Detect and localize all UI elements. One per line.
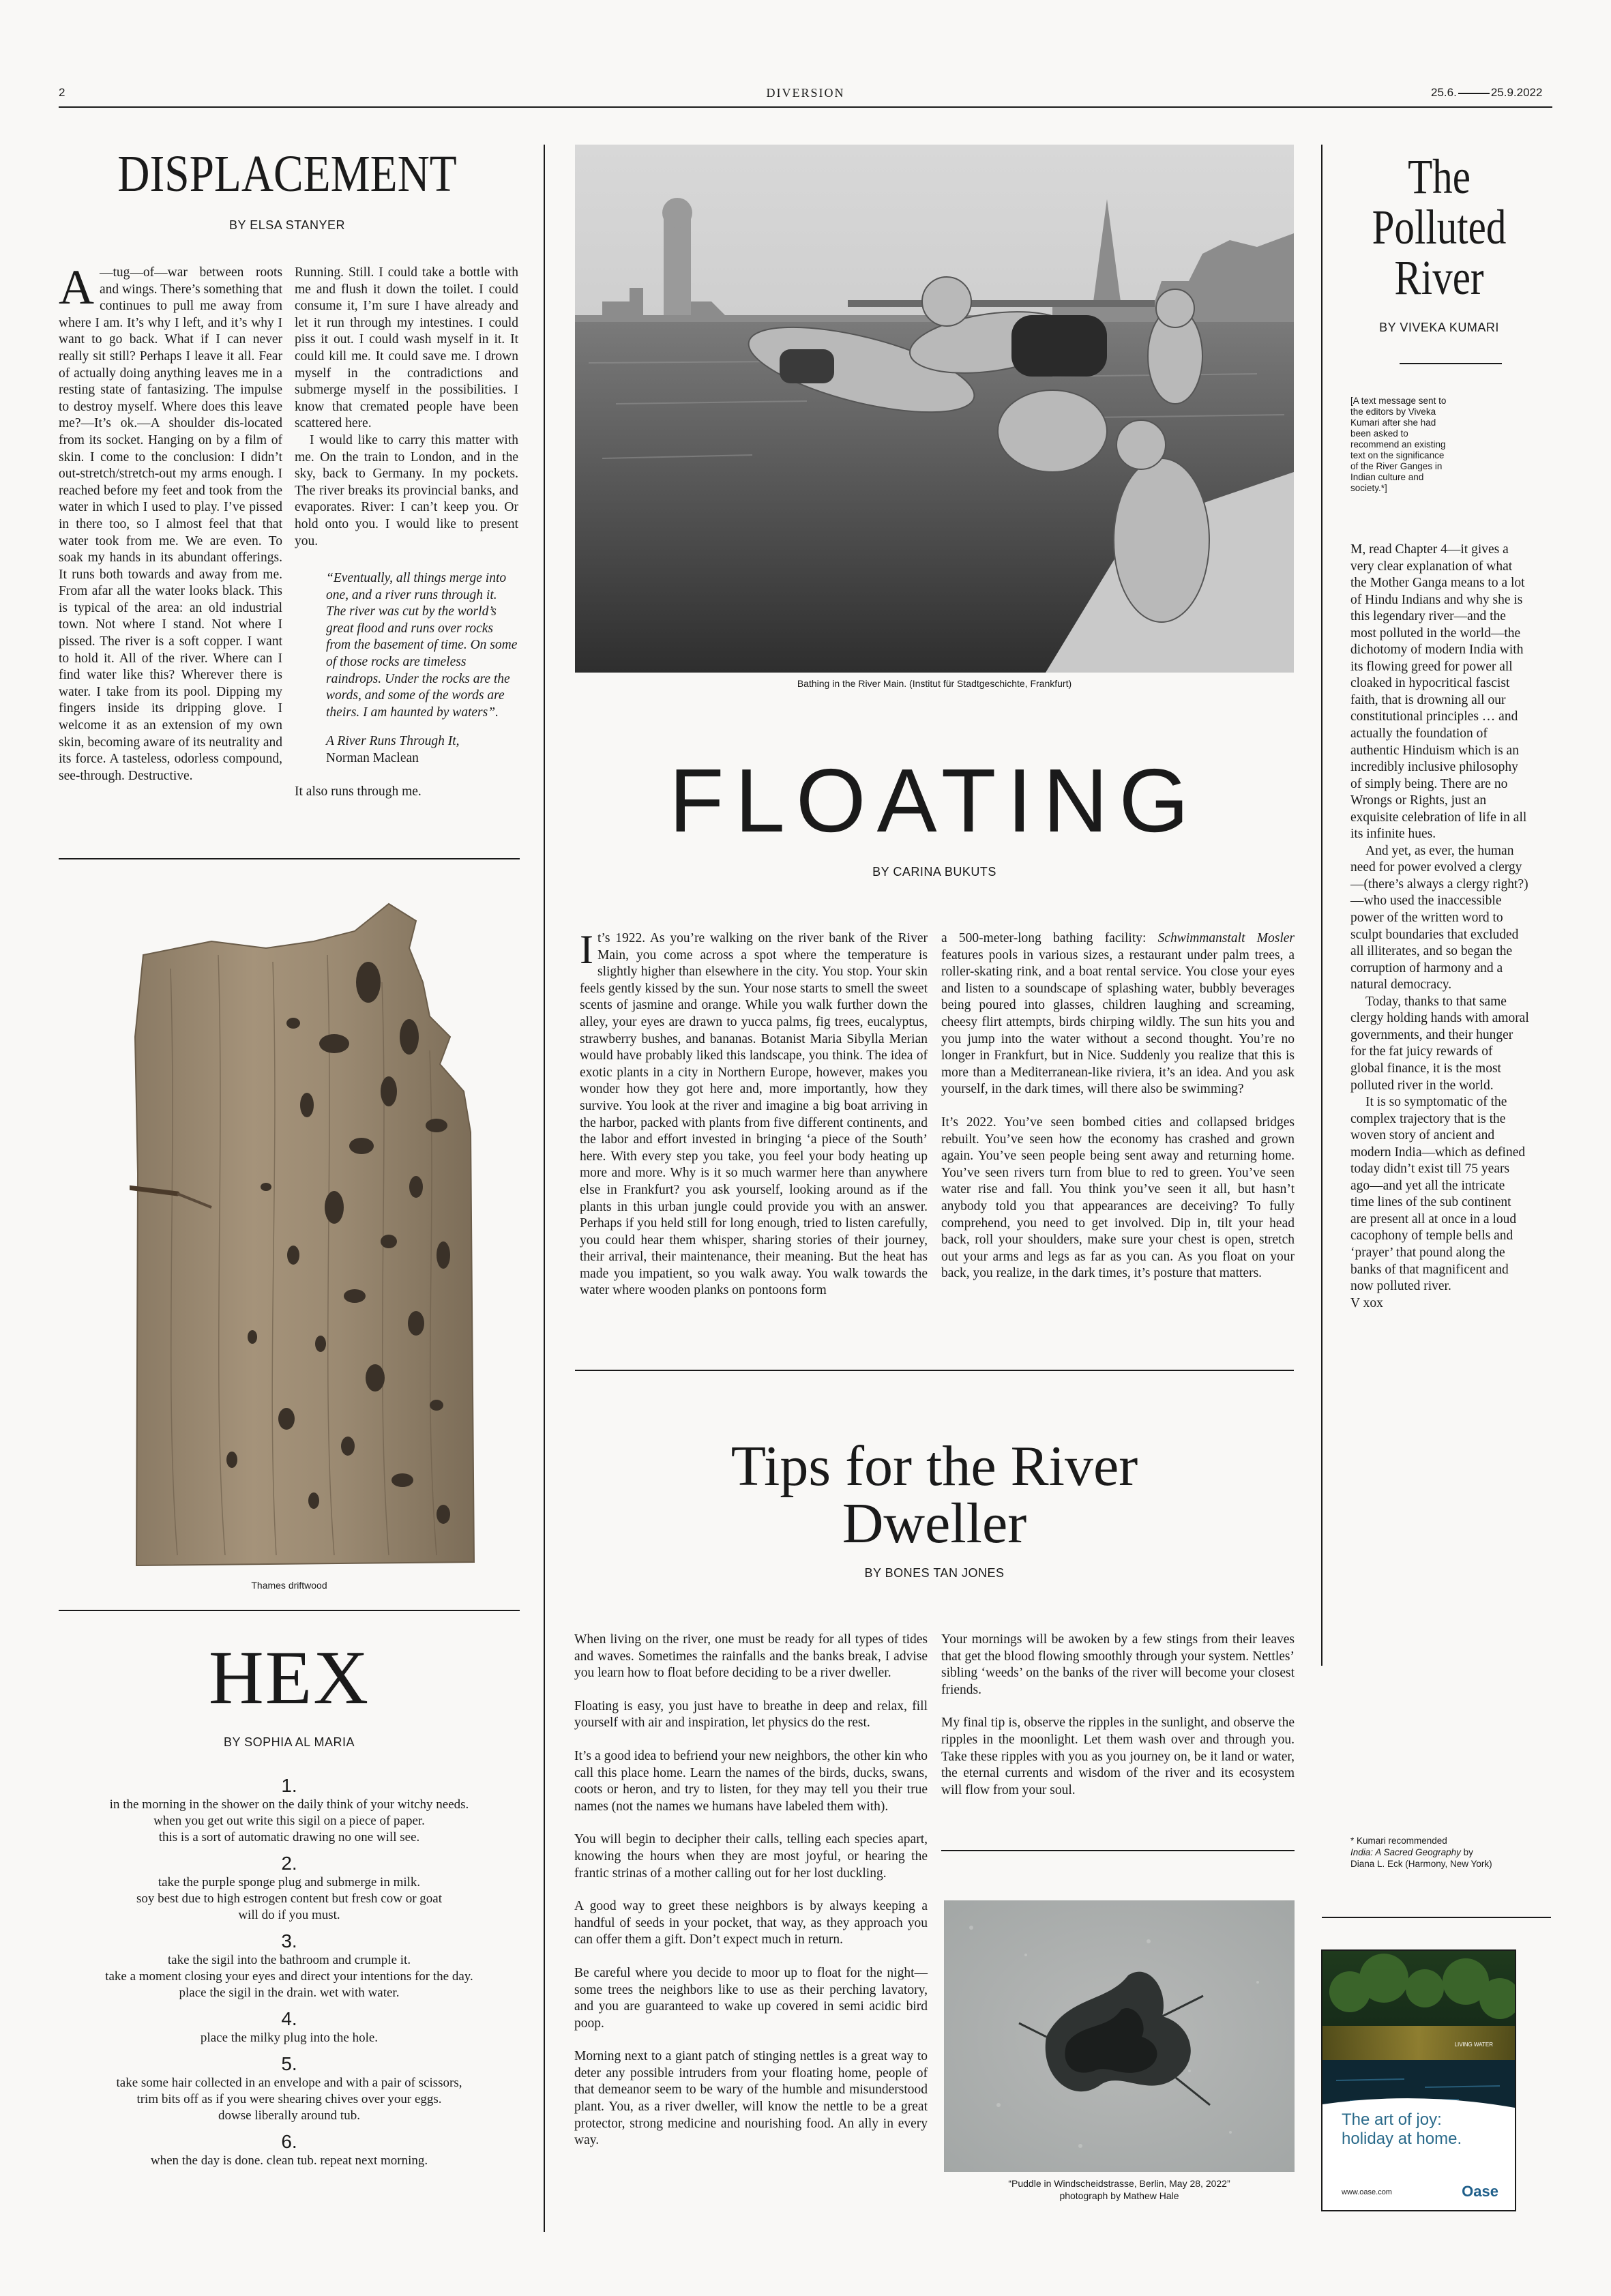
dropcap: I: [580, 927, 593, 972]
polluted-title: [1355, 151, 1523, 303]
bathing-caption: Bathing in the River Main. (Institut für Stadtgeschichte, Frankfurt): [797, 678, 1072, 689]
displacement-text-2: Running. Still. I could take a bottle with me and flush it down the toilet. I could consume it, I’m sure I have already and let it run through my intestines. I could piss it out. I could wash myself in it. It could kill me. It could save me. I drown myself in the contradictions and submerge myself in the possibilities. I know that cremated people have been scattered here.: [295, 265, 518, 431]
issue-date: [1431, 86, 1542, 100]
hex-step-line: dowse liberally around tub.: [218, 2108, 360, 2123]
puddle-caption: [944, 2177, 1295, 2202]
hex-step-line: take some hair collected in an envelope and with a pair of scissors,: [116, 2076, 462, 2090]
tips-title-line-1: Tips for the River: [730, 1434, 1138, 1498]
footnote-text: * Kumari recommended: [1350, 1836, 1447, 1846]
hex-step: [59, 2131, 520, 2169]
column-rule-left: [544, 145, 545, 2232]
polluted-footnote: [1350, 1835, 1528, 1870]
hex-step-line: place the milky plug into the hole.: [200, 2031, 379, 2045]
floating-text-2-em: Schwimmanstalt Mosler: [1157, 931, 1295, 945]
tips-para: Morning next to a giant patch of stinging nettles is a great way to deter any possible intruders from your floating home, people of that demeanor seem to be wary of the humble and misunderstood plant. You, as a river dweller, will know the nettle to be a great protector, strong medicine and nourishing food. An ally in every way.: [574, 2049, 928, 2148]
floating-text-1: t’s 1922. As you’re walking on the river bank of the River Main, you come across a spot where the temperature is slightly higher than elsewhere in the city. You stop. Your skin feels gently kissed by the sun. Your nose starts to smell the sweet scents of jasmine and orange. While you walk further down the alley, your eyes are drawn to yucca palms, fig trees, eucalyptus, strawberry bushes, and bananas. Botanist Maria Sibylla Merian would have probably liked this landscape, you think. The idea of exotic plants in a city in Northern Europe, however, makes you wonder how they got here and, more importantly, how they survive. You look at the river and imagine a big boat arriving in the harbor, packed with plants from five different continents, and the labor and effort invested in bringing ‘a piece of the South’ here. With every step you take, you feel your body heating up more and more. Why is it so much warmer here than anywhere else in Frankfurt? you ask yourself, looking around as if the plants in this urban jungle could provide you with an answer. Perhaps if you held still for long enough, tried to listen carefully, you could hear them whisper, sharing stories of their journey, their arrival, their maintenance, their meaning. But the heat has made you impatient, so you walk away. You walk towards the water where wooden planks on pontoons form: [580, 931, 928, 1298]
polluted-para: M, read Chapter 4—it gives a very clear explanation of what the Mother Ganga means to a lot of Hindu Indians and why she is this legendary river—and the most polluted in the world—the dichotomy of modern India with its flowing greed for power all cloaked in hypocritical fascist faith, that is drowning all our constitutional principles … and actually the foundation of authentic Hinduism which is an incredibly inclusive philosophy of simply being. There are no Wrongs or Rights, just an exquisite celebration of life in all its infinite hues.: [1350, 542, 1527, 842]
hex-step-line: this is a sort of automatic drawing no one will see.: [158, 1830, 420, 1844]
footnote-author: Diana L. Eck (Harmony, New York): [1350, 1859, 1492, 1869]
puddle-caption-line-2: photograph by Mathew Hale: [1059, 2190, 1179, 2201]
polluted-title-line-2: Polluted: [1372, 200, 1507, 254]
hex-step-line: take the sigil into the bathroom and crumple it.: [167, 1953, 411, 1967]
floating-text-2-post: features pools in various sizes, a restaurant under palm trees, a roller-skating rink, and a boat rental service. You close your eyes and listen to a soundscape of splashing water, bubbly beverages being poured into glasses, children laughing and screaming, cheesy flirt attempts, birds chirping wildly. The sun hits you and you jump into the water without a second thought. You’re no longer in Frankfurt, but in Nice. Suddenly you realize that this is more than a Mediterranean-like riviera, it’s an idea. And you ask yourself, in the dark times, will there also be swimming?: [941, 947, 1295, 1097]
hex-byline: BY SOPHIA AL MARIA: [223, 1735, 355, 1749]
floating-text-2-pre: a 500-meter-long bathing facility:: [941, 931, 1158, 945]
column-rule-right: [1321, 145, 1322, 1666]
quote-author: Norman Maclean: [326, 751, 419, 766]
polluted-para: And yet, as ever, the human need for power evolved a clergy—(there’s always a clergy right?)—who used the inaccessible power of the written word to sculpt boundaries that excluded all illiterates, and so began the corruption of harmony and a natural democracy.: [1350, 843, 1528, 992]
hex-step-number: 2.: [281, 1853, 297, 1874]
displacement-col2: [295, 265, 518, 800]
tips-col2: [941, 1632, 1295, 1815]
hex-step: [59, 1855, 520, 1924]
hex-step: [59, 1775, 520, 1846]
displacement-text-1: —tug—of—war between roots and wings. There’s something that continues to pull me away from where I am. It’s why I left, and it’s why I want to go back. What if I can never really sit still? Perhaps I leave it all. Fear of actually doing anything leaves me in a resting state of fantasizing. The impulse to destroy myself. Where does this leave me?—It’s ok.—A shoulder dis-located from its socket. Hanging on by a film of skin. I come to the conclusion: I didn’t out-stretch/stretch-out my arms enough. I reached before my feet and took from the water in which I used to play. I’ve pissed in there too, so I almost feel that that water took from me. We are even. To soak my hands in its abundant offerings. It runs both towards and away from me. From afar all the water looks black. This is typical of the area: an old industrial town. Not where I stand. Not where I pissed. The river is a soft copper. I want to hold it. All of the river. Where can I find water like this? Wherever there is water. I take from its pool. Dipping my fingers inside its dripping glove. I welcome it as an extension of my own skin, becoming aware of its neutrality and its force. A tasteless, odorless compound, see-through. Destructive.: [59, 265, 282, 783]
polluted-para: It is so symptomatic of the complex trajectory that is the woven story of ancient and modern India—which as defined today didn’t exist till 75 years ago—and yet all the intricate time lines of the sub continent are present all at once in a loud cacophony of temple bells and ‘prayer’ that pound along the banks of that magnificent and now polluted river.: [1350, 1095, 1526, 1294]
ad-url[interactable]: www.oase.com: [1342, 2188, 1392, 2196]
floating-text-2: [941, 930, 1295, 1098]
polluted-byline: BY VIVEKA KUMARI: [1379, 321, 1499, 334]
ad-line-1: The art of joy:: [1342, 2110, 1442, 2129]
dropcap: A: [59, 260, 94, 314]
hex-step-line: take the purple sponge plug and submerge in milk.: [158, 1875, 421, 1889]
pull-quote: “Eventually, all things merge into one, and a river runs through it. The river was cut by the world’s great flood and runs over rocks from the basement of time. On some of those rocks are timeless raindrops. Under the rocks are the words, and some of the words are theirs. I am haunted by waters”.: [326, 571, 518, 720]
polluted-body: [1350, 542, 1529, 1312]
floating-col2: [941, 930, 1295, 1299]
tips-title-line-2: Dweller: [842, 1492, 1027, 1555]
tips-para: Be careful where you decide to moor up to float for the night—some trees the neighbors like to use as their perching lavatory, and you are guaranteed to wake up covered in semi acidic bird poop.: [574, 1965, 928, 2031]
tips-para: A good way to greet these neighbors is by always keeping a handful of seeds in your pocket, that way, as they approach you can offer them a gift. Don’t expect much in return.: [574, 1899, 928, 1947]
divider: [575, 1370, 1294, 1371]
hex-step-line: when you get out write this sigil on a piece of paper.: [153, 1814, 425, 1828]
hex-step: [59, 2008, 520, 2046]
page-number: 2: [59, 86, 65, 99]
puddle-caption-line-1: “Puddle in Windscheidstrasse, Berlin, May 28, 2022”: [1008, 2178, 1230, 2189]
hex-steps: [59, 1775, 520, 2169]
floating-title: FLOATING: [668, 750, 1200, 851]
polluted-title-line-1: The: [1408, 149, 1470, 204]
tips-para: Your mornings will be awoken by a few stings from their leaves that get the blood flowing smoothly through your system. Nettles’ sibling ‘weeds’ on the banks of the river will become your closest friends.: [941, 1632, 1295, 1697]
divider: [59, 1610, 520, 1611]
divider: [1322, 1917, 1551, 1918]
tips-para: Floating is easy, you just have to breathe in deep and relax, fill yourself with air and inspiration, let physics do the rest.: [574, 1698, 928, 1731]
hex-title: HEX: [208, 1636, 370, 1720]
ad-brand-logo: Oase: [1462, 2183, 1498, 2200]
hex-step-line: in the morning in the shower on the daily think of your witchy needs.: [109, 1797, 469, 1812]
ad-line-2: holiday at home.: [1342, 2130, 1462, 2148]
tips-para: When living on the river, one must be ready for all types of tides and waves. Sometimes the rainfalls and the banks break, I advise you learn how to float before deciding to be a river dweller.: [574, 1632, 928, 1681]
divider: [1400, 363, 1502, 364]
ad-image-label: LIVING WATER: [1454, 2042, 1493, 2048]
hex-step-number: 5.: [281, 2053, 297, 2074]
hex-step-line: when the day is done. clean tub. repeat next morning.: [150, 2153, 428, 2168]
hex-step-number: 3.: [281, 1930, 297, 1952]
tips-col1: [574, 1632, 928, 2166]
hex-step-line: will do if you must.: [238, 1908, 340, 1922]
hex-step-number: 1.: [281, 1775, 297, 1796]
hex-step: [59, 1930, 520, 2001]
date-end: 25.9.2022: [1490, 86, 1543, 99]
oase-ad[interactable]: [1321, 1949, 1516, 2211]
quote-source: A River Runs Through It,: [326, 734, 460, 749]
polluted-title-line-3: River: [1394, 250, 1484, 305]
ad-image: [1322, 1951, 1515, 2120]
hex-step-line: trim bits off as if you were shearing chives over your eggs.: [136, 2092, 442, 2106]
displacement-closing: It also runs through me.: [295, 784, 422, 799]
section-name: DIVERSION: [766, 86, 845, 100]
puddle-photo: [944, 1900, 1295, 2172]
displacement-text-3: I would like to carry this matter with me. On the train to London, and in the sky, back to Germany. In my pockets. The river breaks its provincial banks, and evaporates. River: I can’t keep you. Or hold onto you. I would like to present you.: [295, 432, 518, 548]
displacement-title: DISPLACEMENT: [117, 145, 457, 203]
displacement-byline: BY ELSA STANYER: [229, 218, 345, 232]
polluted-para: Today, thanks to that same clergy holding hands with amoral governments, and their hunger for the fat juicy rewards of global finance, it is the most polluted river in the world.: [1350, 994, 1529, 1093]
tips-para: It’s a good idea to befriend your new neighbors, the other kin who call this place home. Learn the names of the birds, ducks, swans, coots or heron, and try to listen, for they may tell you their true names (not the names we humans have labeled them with).: [574, 1748, 928, 1814]
footnote-by: by: [1463, 1847, 1473, 1857]
hex-step-line: place the sigil in the drain. wet with water.: [179, 1986, 400, 2000]
date-start: 25.6.: [1431, 86, 1457, 99]
footnote-book: India: A Sacred Geography: [1350, 1847, 1461, 1857]
tips-para: My final tip is, observe the ripples in the sunlight, and observe the ripples in the moonlight. Let them wash over and through you. Take these ripples with you as you journey on, be it land or water, the eternal currents and wisdom of the river and its ecosystem will flow from your soul.: [941, 1716, 1295, 1797]
tips-byline: BY BONES TAN JONES: [864, 1566, 1005, 1580]
tips-title: [575, 1434, 1294, 1555]
driftwood-image: [130, 900, 484, 1569]
hex-step-number: 6.: [281, 2131, 297, 2152]
bathing-photo: [575, 145, 1294, 673]
divider: [59, 858, 520, 859]
hex-step-line: soy best due to high estrogen content but fresh cow or goat: [136, 1892, 442, 1906]
tips-para: You will begin to decipher their calls, telling each species apart, knowing the hours when they are most joyful, or hearing the frantic strinas of a mother calling out for her lost duckling.: [574, 1832, 928, 1881]
polluted-signoff: V xox: [1350, 1295, 1383, 1310]
displacement-col1: [59, 260, 282, 784]
header-rule: [59, 106, 1552, 108]
polluted-intro: [A text message sent to the editors by Viveka Kumari after she had been asked to recommend an existing text on the significance of the River Ganges in Indian culture and society.*]: [1350, 396, 1447, 493]
driftwood-caption: Thames driftwood: [251, 1580, 327, 1591]
hex-step-number: 4.: [281, 2008, 297, 2029]
floating-text-3: It’s 2022. You’ve seen bombed cities and collapsed bridges rebuilt. You’ve seen how the economy has crashed and grown again. You’ve seen people being sent away and returning home. You’ve seen rivers turn from blue to red to green. You’ve seen water rise and fall. You think you’ve seen it all, but hasn’t anybody told you that appearances are deceiving? To fully comprehend, you need to get involved. Dip in, tilt your head back, roll your shoulders, make sure your chest is open, stretch out your arms and legs as far as you can. As you float on your back, you realize, in the dark times, it’s posture that matters.: [941, 1115, 1295, 1281]
divider: [941, 1850, 1295, 1851]
floating-col1: [580, 927, 928, 1299]
hex-step-line: take a moment closing your eyes and direct your intentions for the day.: [105, 1969, 473, 1984]
floating-byline: BY CARINA BUKUTS: [872, 865, 996, 879]
hex-step: [59, 2053, 520, 2124]
